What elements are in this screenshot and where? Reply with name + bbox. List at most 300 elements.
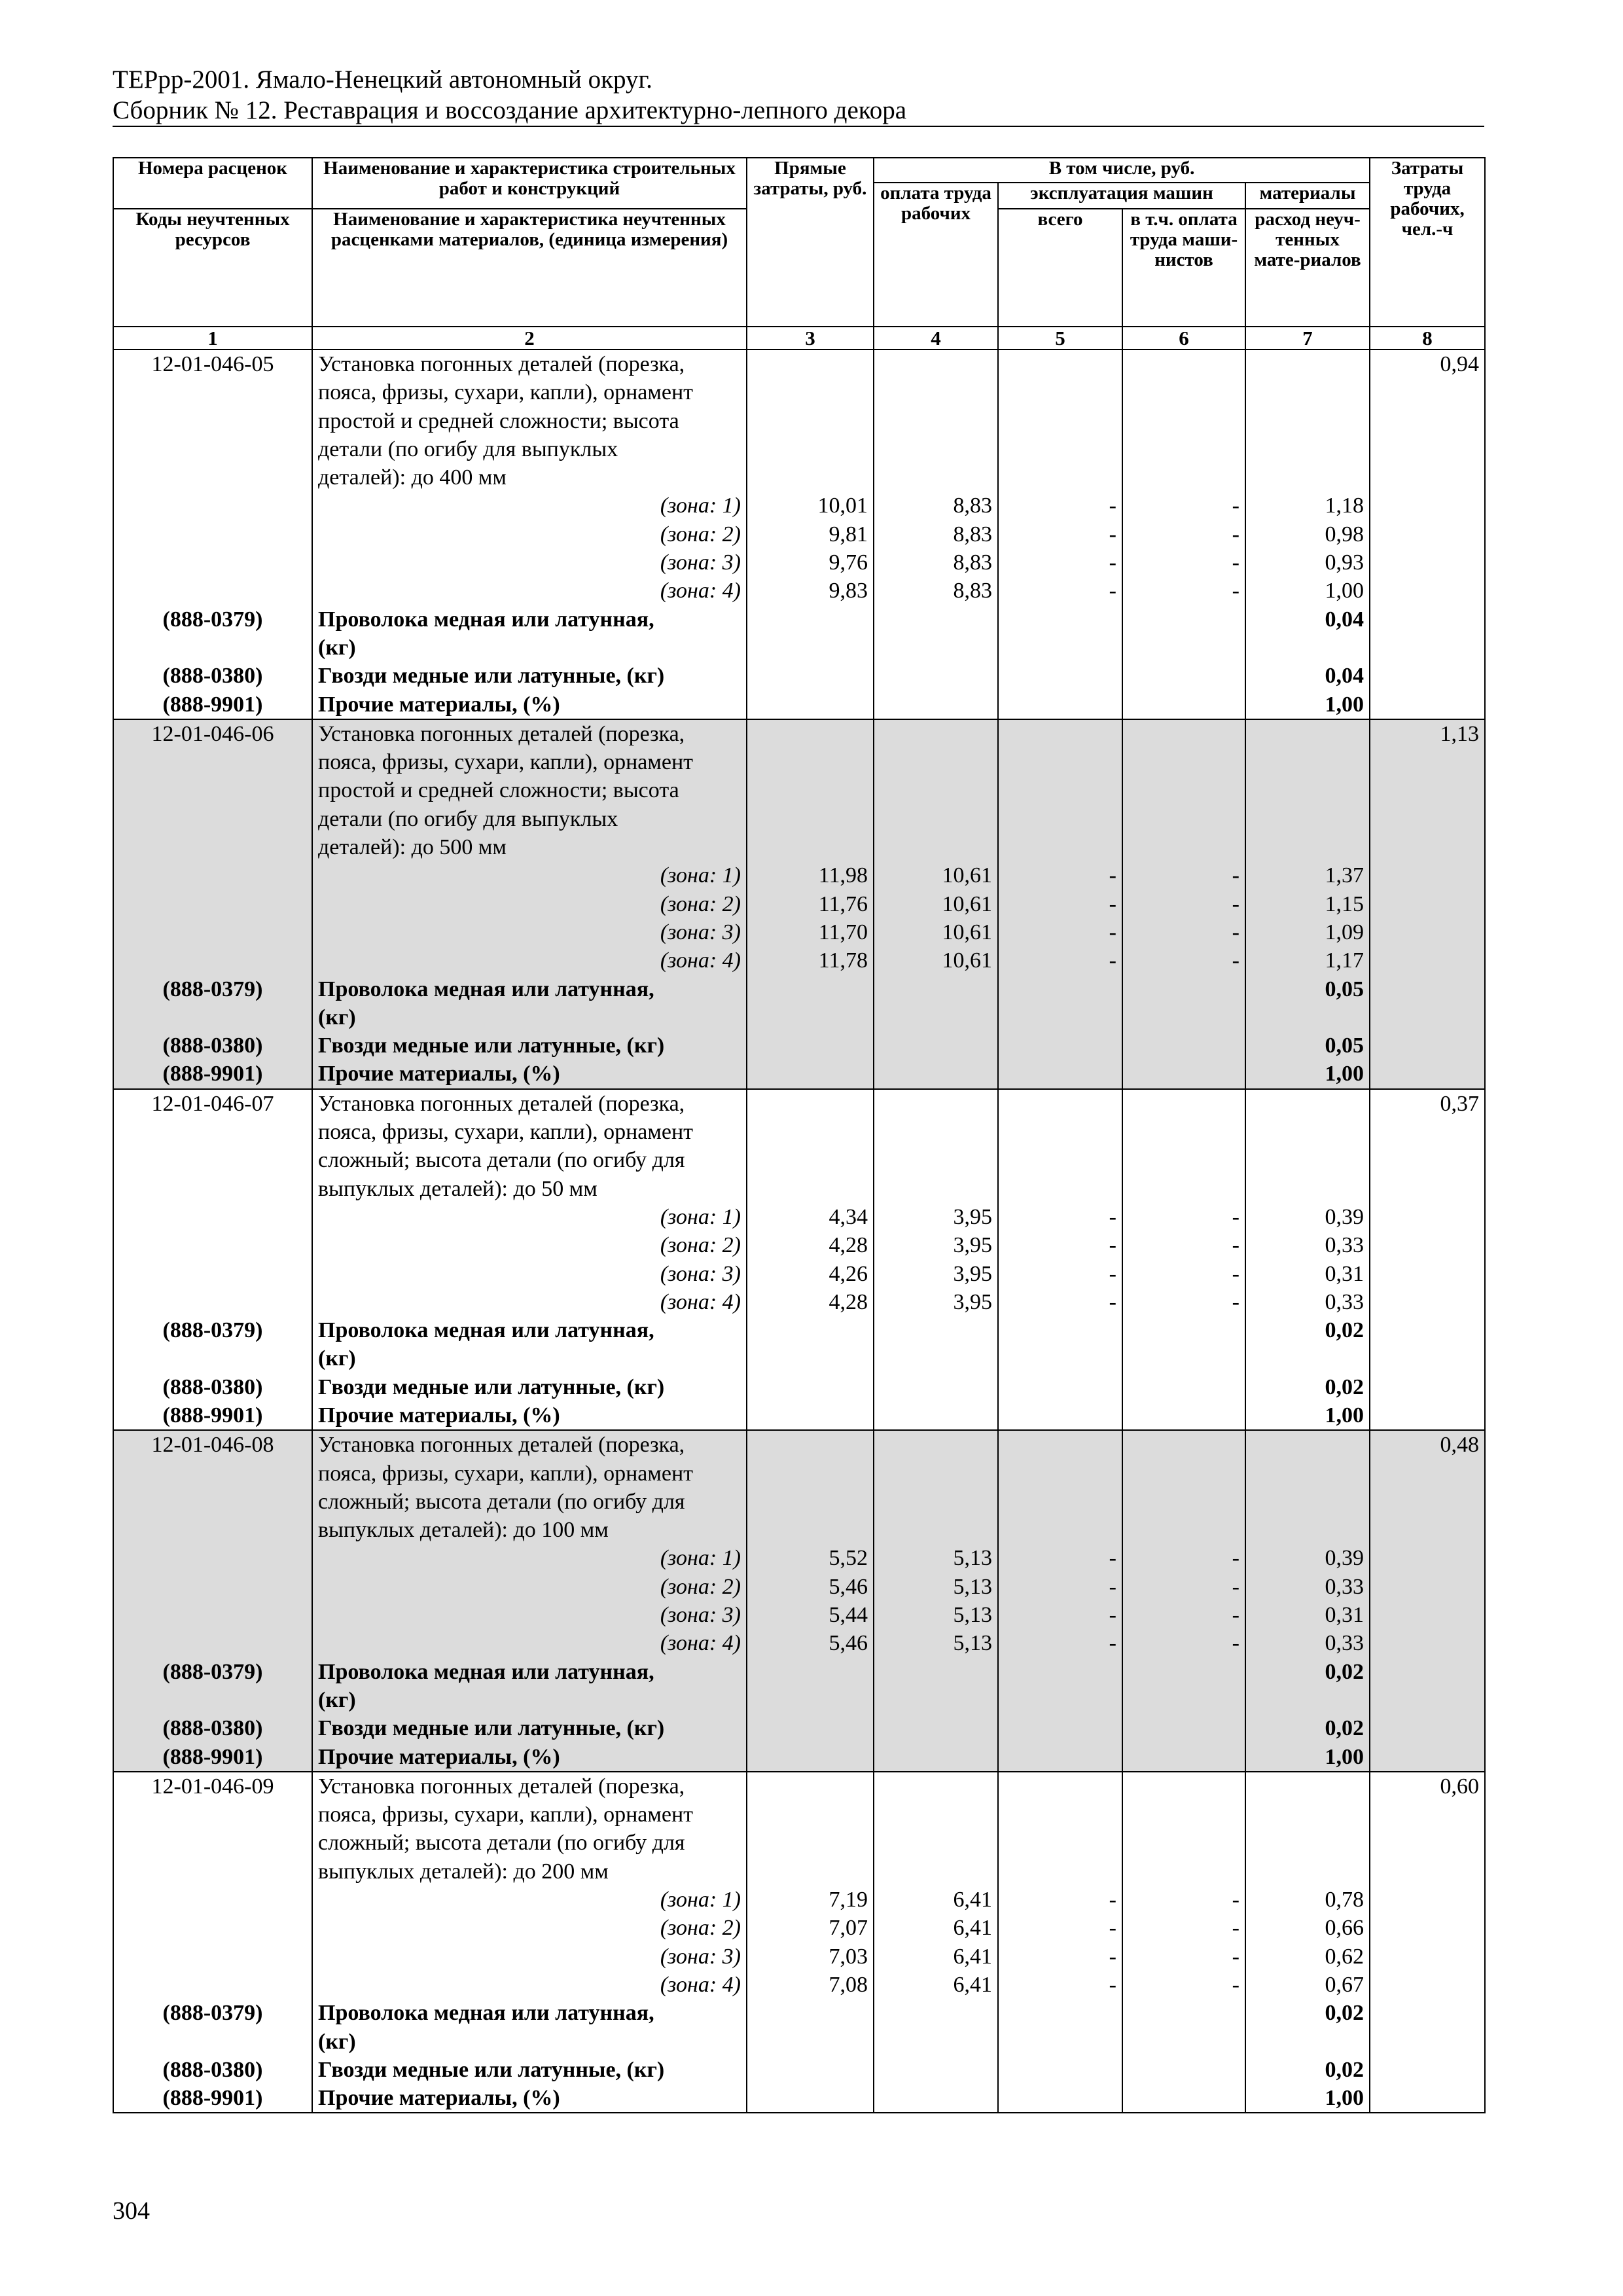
empty-cell xyxy=(113,833,312,861)
empty-cell xyxy=(113,1175,312,1203)
resource-row xyxy=(113,605,1485,634)
head-labor-cost: Затраты труда рабочих, чел.-ч xyxy=(1370,158,1485,327)
empty-cell xyxy=(1370,1943,1485,1971)
work-description-line: выпуклых деталей): до 50 мм xyxy=(312,1175,747,1203)
machinist-pay-value: - xyxy=(1122,1231,1245,1259)
empty-cell xyxy=(998,2084,1122,2113)
work-description-line: выпуклых деталей): до 100 мм xyxy=(312,1516,747,1544)
resource-quantity: 0,05 xyxy=(1245,1031,1370,1060)
resource-name-line: Проволока медная или латунная, xyxy=(312,1999,747,2027)
header-line-1: ТЕРрр-2001. Ямало-Ненецкий автономный округ. xyxy=(113,65,652,94)
zone-row xyxy=(113,1971,1485,1999)
table-row xyxy=(113,1430,1485,1459)
empty-cell xyxy=(874,1488,998,1516)
empty-cell xyxy=(1122,748,1245,776)
worker-pay-value: 8,83 xyxy=(874,520,998,548)
worker-pay-value: 3,95 xyxy=(874,1260,998,1288)
direct-cost-value: 5,44 xyxy=(747,1601,874,1629)
empty-cell xyxy=(1122,463,1245,492)
resource-quantity: 0,05 xyxy=(1245,975,1370,1003)
materials-value: 0,31 xyxy=(1245,1601,1370,1629)
direct-cost-value: 7,03 xyxy=(747,1943,874,1971)
empty-cell xyxy=(113,1260,312,1288)
empty-cell xyxy=(998,1060,1122,1088)
direct-cost-value: 4,28 xyxy=(747,1288,874,1316)
empty-cell xyxy=(747,1373,874,1401)
empty-cell xyxy=(1122,1146,1245,1174)
empty-cell xyxy=(874,1344,998,1372)
col-num-6: 6 xyxy=(1122,327,1245,350)
worker-pay-value: 5,13 xyxy=(874,1573,998,1601)
empty-cell xyxy=(747,1516,874,1544)
empty-cell xyxy=(874,1118,998,1146)
col-num-8: 8 xyxy=(1370,327,1485,350)
col-num-1: 1 xyxy=(113,327,312,350)
empty-cell xyxy=(113,748,312,776)
empty-cell xyxy=(747,2028,874,2056)
materials-value: 1,17 xyxy=(1245,946,1370,975)
empty-cell xyxy=(747,805,874,833)
empty-cell xyxy=(874,1089,998,1118)
empty-cell xyxy=(1370,1118,1485,1146)
empty-cell xyxy=(113,1460,312,1488)
empty-cell xyxy=(998,1401,1122,1430)
empty-cell xyxy=(1245,833,1370,861)
work-description-line: сложный; высота детали (по огибу для xyxy=(312,1146,747,1174)
machinist-pay-value: - xyxy=(1122,1914,1245,1942)
table-row xyxy=(113,1772,1485,1801)
empty-cell xyxy=(1370,2056,1485,2084)
machinist-pay-value: - xyxy=(1122,1288,1245,1316)
empty-cell xyxy=(747,662,874,690)
zone-label: (зона: 3) xyxy=(312,1601,747,1629)
empty-cell xyxy=(113,1573,312,1601)
head-materials: материалы xyxy=(1245,183,1370,209)
resource-row xyxy=(113,691,1485,719)
empty-cell xyxy=(1370,605,1485,634)
empty-cell xyxy=(113,890,312,918)
worker-pay-value: 3,95 xyxy=(874,1203,998,1231)
empty-cell xyxy=(1370,1886,1485,1914)
empty-cell xyxy=(1370,463,1485,492)
empty-cell xyxy=(1122,662,1245,690)
direct-cost-value: 4,28 xyxy=(747,1231,874,1259)
machinist-pay-value: - xyxy=(1122,1943,1245,1971)
empty-cell xyxy=(747,407,874,435)
worker-pay-value: 8,83 xyxy=(874,492,998,520)
empty-cell xyxy=(1245,1801,1370,1829)
empty-cell xyxy=(1122,1857,1245,1886)
labor-cost-value: 0,37 xyxy=(1370,1089,1485,1118)
machines-total-value: - xyxy=(998,577,1122,605)
empty-cell xyxy=(874,805,998,833)
empty-cell xyxy=(998,1857,1122,1886)
empty-cell xyxy=(747,1146,874,1174)
empty-cell xyxy=(1122,378,1245,406)
empty-cell xyxy=(1122,1999,1245,2027)
empty-cell xyxy=(113,1544,312,1572)
rates-table xyxy=(113,157,1486,2113)
empty-cell xyxy=(747,1857,874,1886)
empty-cell xyxy=(1122,1714,1245,1742)
empty-cell xyxy=(1370,1060,1485,1088)
resource-row xyxy=(113,662,1485,690)
resource-name-line: (кг) xyxy=(312,1003,747,1031)
empty-cell xyxy=(998,378,1122,406)
resource-name-line: Прочие материалы, (%) xyxy=(312,1060,747,1088)
zone-label: (зона: 3) xyxy=(312,548,747,577)
page-number: 304 xyxy=(113,2197,150,2225)
empty-cell xyxy=(874,1373,998,1401)
zone-row xyxy=(113,548,1485,577)
empty-cell xyxy=(747,975,874,1003)
resource-row xyxy=(113,2028,1485,2056)
zone-row xyxy=(113,1203,1485,1231)
empty-cell xyxy=(113,1801,312,1829)
zone-row xyxy=(113,1943,1485,1971)
empty-cell xyxy=(874,833,998,861)
direct-cost-value: 4,34 xyxy=(747,1203,874,1231)
empty-cell xyxy=(1245,1772,1370,1801)
empty-cell xyxy=(113,435,312,463)
resource-name-line: Прочие материалы, (%) xyxy=(312,2084,747,2113)
empty-cell xyxy=(1370,1601,1485,1629)
resource-quantity: 1,00 xyxy=(1245,1060,1370,1088)
empty-cell xyxy=(998,605,1122,634)
empty-cell xyxy=(1122,833,1245,861)
work-description-line: пояса, фризы, сухари, капли), орнамент xyxy=(312,1460,747,1488)
empty-cell xyxy=(113,861,312,889)
empty-cell xyxy=(1370,1714,1485,1742)
empty-cell xyxy=(747,1460,874,1488)
empty-cell xyxy=(113,548,312,577)
empty-cell xyxy=(747,1801,874,1829)
machinist-pay-value: - xyxy=(1122,577,1245,605)
empty-cell xyxy=(747,2056,874,2084)
work-description-line: Установка погонных деталей (порезка, xyxy=(312,1089,747,1118)
resource-code: (888-9901) xyxy=(113,2084,312,2113)
machines-total-value: - xyxy=(998,946,1122,975)
head-including: В том числе, руб. xyxy=(874,158,1370,183)
table-row xyxy=(113,776,1485,804)
empty-cell xyxy=(747,1772,874,1801)
resource-code: (888-9901) xyxy=(113,1401,312,1430)
empty-cell xyxy=(1245,1146,1370,1174)
empty-cell xyxy=(747,1344,874,1372)
resource-quantity: 0,02 xyxy=(1245,1373,1370,1401)
empty-cell xyxy=(998,435,1122,463)
empty-cell xyxy=(1122,805,1245,833)
col-num-2: 2 xyxy=(312,327,747,350)
zone-label: (зона: 1) xyxy=(312,1886,747,1914)
empty-cell xyxy=(1370,1003,1485,1031)
empty-cell xyxy=(1370,805,1485,833)
head-machines: эксплуатация машин xyxy=(998,183,1245,209)
empty-cell xyxy=(874,2056,998,2084)
empty-cell xyxy=(1122,634,1245,662)
head-material-name: Наименование и характеристика неучтенных расценками материалов, (единица измерения) xyxy=(312,209,747,327)
zone-row xyxy=(113,1260,1485,1288)
empty-cell xyxy=(998,776,1122,804)
empty-cell xyxy=(1370,1971,1485,1999)
empty-cell xyxy=(1245,350,1370,378)
table-row xyxy=(113,1801,1485,1829)
empty-cell xyxy=(747,1316,874,1344)
empty-cell xyxy=(998,833,1122,861)
empty-cell xyxy=(1245,1344,1370,1372)
table-row xyxy=(113,1118,1485,1146)
materials-value: 1,00 xyxy=(1245,577,1370,605)
empty-cell xyxy=(1245,1829,1370,1857)
resource-row xyxy=(113,634,1485,662)
empty-cell xyxy=(998,975,1122,1003)
empty-cell xyxy=(998,1488,1122,1516)
resource-row xyxy=(113,1031,1485,1060)
empty-cell xyxy=(1370,1031,1485,1060)
zone-label: (зона: 4) xyxy=(312,1288,747,1316)
empty-cell xyxy=(1370,2028,1485,2056)
materials-value: 1,09 xyxy=(1245,918,1370,946)
zone-label: (зона: 1) xyxy=(312,492,747,520)
empty-cell xyxy=(998,1175,1122,1203)
labor-cost-value: 0,60 xyxy=(1370,1772,1485,1801)
empty-cell xyxy=(747,1118,874,1146)
empty-cell xyxy=(998,1999,1122,2027)
work-description-line: пояса, фризы, сухари, капли), орнамент xyxy=(312,1118,747,1146)
worker-pay-value: 6,41 xyxy=(874,1943,998,1971)
resource-quantity: 0,04 xyxy=(1245,662,1370,690)
materials-value: 0,78 xyxy=(1245,1886,1370,1914)
empty-cell xyxy=(1122,691,1245,719)
materials-value: 0,31 xyxy=(1245,1260,1370,1288)
empty-cell xyxy=(747,463,874,492)
zone-row xyxy=(113,946,1485,975)
worker-pay-value: 10,61 xyxy=(874,946,998,975)
empty-cell xyxy=(998,1714,1122,1742)
empty-cell xyxy=(1122,1118,1245,1146)
empty-cell xyxy=(1370,975,1485,1003)
empty-cell xyxy=(1122,776,1245,804)
empty-cell xyxy=(1370,1344,1485,1372)
empty-cell xyxy=(113,577,312,605)
empty-cell xyxy=(1122,975,1245,1003)
resource-quantity: 0,02 xyxy=(1245,1999,1370,2027)
resource-row xyxy=(113,1060,1485,1088)
empty-cell xyxy=(1245,776,1370,804)
work-description-line: деталей): до 500 мм xyxy=(312,833,747,861)
empty-cell xyxy=(874,662,998,690)
zone-label: (зона: 4) xyxy=(312,1971,747,1999)
empty-cell xyxy=(1122,1344,1245,1372)
empty-cell xyxy=(874,605,998,634)
empty-cell xyxy=(1122,1686,1245,1714)
worker-pay-value: 5,13 xyxy=(874,1629,998,1657)
head-worker-pay: оплата труда рабочих xyxy=(874,183,998,327)
zone-label: (зона: 1) xyxy=(312,1544,747,1572)
direct-cost-value: 10,01 xyxy=(747,492,874,520)
work-description-line: простой и средней сложности; высота xyxy=(312,407,747,435)
worker-pay-value: 10,61 xyxy=(874,861,998,889)
empty-cell xyxy=(998,2056,1122,2084)
empty-cell xyxy=(1245,634,1370,662)
direct-cost-value: 11,78 xyxy=(747,946,874,975)
empty-cell xyxy=(998,1031,1122,1060)
empty-cell xyxy=(998,1089,1122,1118)
empty-cell xyxy=(1122,605,1245,634)
empty-cell xyxy=(1370,1914,1485,1942)
empty-cell xyxy=(1370,890,1485,918)
machines-total-value: - xyxy=(998,1260,1122,1288)
empty-cell xyxy=(874,1772,998,1801)
machines-total-value: - xyxy=(998,861,1122,889)
zone-label: (зона: 2) xyxy=(312,1573,747,1601)
empty-cell xyxy=(1370,1316,1485,1344)
machines-total-value: - xyxy=(998,1971,1122,1999)
resource-row xyxy=(113,1316,1485,1344)
work-description-line: простой и средней сложности; высота xyxy=(312,776,747,804)
machines-total-value: - xyxy=(998,1203,1122,1231)
empty-cell xyxy=(1370,691,1485,719)
zone-row xyxy=(113,1544,1485,1572)
empty-cell xyxy=(747,719,874,748)
work-description-line: Установка погонных деталей (порезка, xyxy=(312,1430,747,1459)
materials-value: 1,18 xyxy=(1245,492,1370,520)
empty-cell xyxy=(874,1714,998,1742)
empty-cell xyxy=(998,350,1122,378)
resource-code: (888-9901) xyxy=(113,1743,312,1772)
zone-row xyxy=(113,1629,1485,1657)
table-row xyxy=(113,1089,1485,1118)
machines-total-value: - xyxy=(998,1288,1122,1316)
zone-row xyxy=(113,1601,1485,1629)
table-head xyxy=(113,158,1485,350)
empty-cell xyxy=(874,748,998,776)
materials-value: 0,66 xyxy=(1245,1914,1370,1942)
machinist-pay-value: - xyxy=(1122,1573,1245,1601)
worker-pay-value: 5,13 xyxy=(874,1601,998,1629)
empty-cell xyxy=(1370,2084,1485,2113)
empty-cell xyxy=(113,1118,312,1146)
zone-label: (зона: 2) xyxy=(312,1914,747,1942)
empty-cell xyxy=(1122,1373,1245,1401)
empty-cell xyxy=(1122,1801,1245,1829)
direct-cost-value: 7,07 xyxy=(747,1914,874,1942)
empty-cell xyxy=(874,634,998,662)
machines-total-value: - xyxy=(998,1886,1122,1914)
machinist-pay-value: - xyxy=(1122,1544,1245,1572)
worker-pay-value: 6,41 xyxy=(874,1886,998,1914)
empty-cell xyxy=(874,2028,998,2056)
empty-cell xyxy=(1122,1658,1245,1686)
empty-cell xyxy=(1245,2028,1370,2056)
empty-cell xyxy=(1370,520,1485,548)
table-row xyxy=(113,719,1485,748)
machines-total-value: - xyxy=(998,1573,1122,1601)
zone-row xyxy=(113,520,1485,548)
empty-cell xyxy=(998,691,1122,719)
empty-cell xyxy=(1370,1573,1485,1601)
table-row xyxy=(113,748,1485,776)
zone-label: (зона: 4) xyxy=(312,1629,747,1657)
empty-cell xyxy=(113,1488,312,1516)
empty-cell xyxy=(747,1488,874,1516)
resource-row xyxy=(113,1344,1485,1372)
zone-label: (зона: 1) xyxy=(312,861,747,889)
empty-cell xyxy=(998,407,1122,435)
empty-cell xyxy=(1370,492,1485,520)
empty-cell xyxy=(747,1003,874,1031)
empty-cell xyxy=(1122,1460,1245,1488)
page-header xyxy=(113,64,1484,126)
empty-cell xyxy=(1370,918,1485,946)
resource-row xyxy=(113,1401,1485,1430)
empty-cell xyxy=(874,350,998,378)
rate-block xyxy=(113,719,1485,1089)
machinist-pay-value: - xyxy=(1122,890,1245,918)
empty-cell xyxy=(874,1003,998,1031)
col-num-7: 7 xyxy=(1245,327,1370,350)
machines-total-value: - xyxy=(998,918,1122,946)
zone-label: (зона: 2) xyxy=(312,1231,747,1259)
work-description-line: детали (по огибу для выпуклых xyxy=(312,435,747,463)
empty-cell xyxy=(1122,1089,1245,1118)
resource-quantity: 0,04 xyxy=(1245,605,1370,634)
materials-value: 0,33 xyxy=(1245,1288,1370,1316)
empty-cell xyxy=(1122,719,1245,748)
empty-cell xyxy=(874,1146,998,1174)
resource-code: (888-0379) xyxy=(113,1999,312,2027)
machinist-pay-value: - xyxy=(1122,1260,1245,1288)
head-machinist-pay: в т.ч. оплата труда маши-нистов xyxy=(1122,209,1245,327)
table-row xyxy=(113,407,1485,435)
resource-code: (888-0379) xyxy=(113,1658,312,1686)
empty-cell xyxy=(1245,407,1370,435)
empty-cell xyxy=(1245,748,1370,776)
empty-cell xyxy=(113,492,312,520)
empty-cell xyxy=(1370,662,1485,690)
zone-label: (зона: 3) xyxy=(312,1943,747,1971)
empty-cell xyxy=(747,2084,874,2113)
empty-cell xyxy=(998,1118,1122,1146)
empty-cell xyxy=(113,407,312,435)
table-row xyxy=(113,350,1485,378)
empty-cell xyxy=(998,805,1122,833)
resource-code: (888-0379) xyxy=(113,1316,312,1344)
empty-cell xyxy=(1245,1686,1370,1714)
empty-cell xyxy=(874,1686,998,1714)
empty-cell xyxy=(113,918,312,946)
machines-total-value: - xyxy=(998,1544,1122,1572)
empty-cell xyxy=(1370,1686,1485,1714)
empty-cell xyxy=(747,776,874,804)
empty-cell xyxy=(1245,805,1370,833)
empty-cell xyxy=(998,1772,1122,1801)
empty-cell xyxy=(874,776,998,804)
table-row xyxy=(113,833,1485,861)
empty-cell xyxy=(1122,1430,1245,1459)
empty-cell xyxy=(998,662,1122,690)
empty-cell xyxy=(874,1743,998,1772)
empty-cell xyxy=(1370,1629,1485,1657)
rate-code: 12-01-046-09 xyxy=(113,1772,312,1801)
empty-cell xyxy=(113,1629,312,1657)
resource-code: (888-9901) xyxy=(113,1060,312,1088)
table-row xyxy=(113,1857,1485,1886)
empty-cell xyxy=(1122,1516,1245,1544)
empty-cell xyxy=(998,1146,1122,1174)
machinist-pay-value: - xyxy=(1122,1629,1245,1657)
machinist-pay-value: - xyxy=(1122,918,1245,946)
